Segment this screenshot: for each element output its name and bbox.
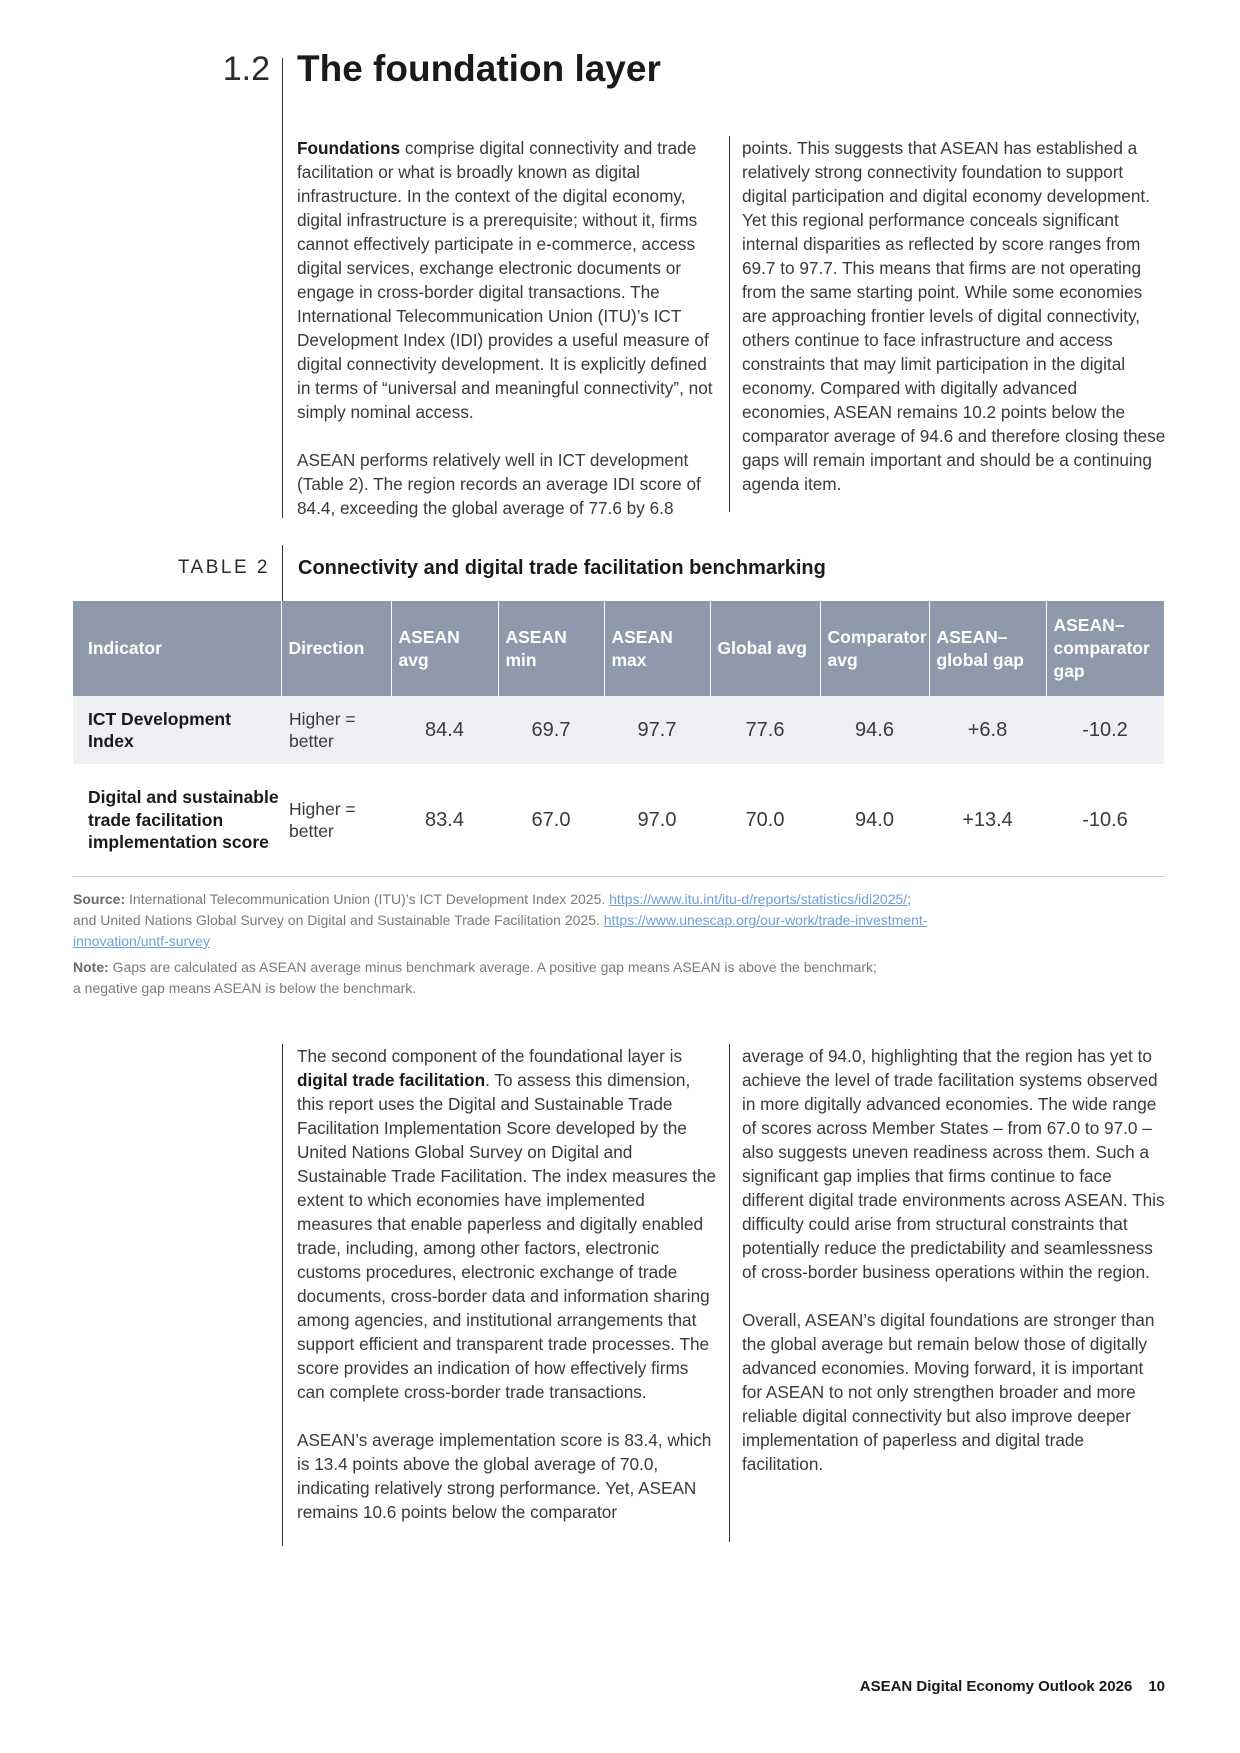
header-asean-avg: ASEAN avg bbox=[391, 601, 498, 696]
cell-comparator-gap: -10.2 bbox=[1046, 696, 1164, 764]
source-label: Source: bbox=[73, 891, 126, 907]
header-asean-max: ASEAN max bbox=[604, 601, 710, 696]
lower-right-column bbox=[742, 1044, 1166, 1500]
table-label-divider bbox=[282, 545, 283, 601]
header-direction: Direction bbox=[281, 601, 391, 696]
source-link-itu[interactable]: https://www.itu.int/itu-d/reports/statistics/idi2025/ bbox=[609, 891, 908, 907]
paragraph: ASEAN performs relatively well in ICT development (Table 2). The region records an average IDI score of 84.4, exceeding the global average of 77.6 by 6.8 bbox=[297, 450, 701, 518]
upper-right-column bbox=[742, 136, 1166, 520]
table-row bbox=[73, 764, 1164, 877]
cell-comparator-avg: 94.6 bbox=[820, 696, 929, 764]
header-global-avg: Global avg bbox=[710, 601, 820, 696]
table-source: Source: International Telecommunication Union (ITU)’s ICT Development Index 2025. https://www.itu.int/itu-d/reports/statistics/idi2025/; and United Nations Global Survey on Digital and Sustainable Trade Facilitation 2025. https://www.unescap.org/our-work/trade-investment- innovation/untf-survey bbox=[73, 891, 928, 949]
source-link-unescap-cont[interactable]: innovation/untf-survey bbox=[73, 933, 210, 949]
lead-term: Foundations bbox=[297, 138, 401, 158]
cell-comparator-avg: 94.0 bbox=[820, 764, 929, 877]
lower-left-column bbox=[297, 1044, 719, 1548]
upper-left-column bbox=[297, 136, 719, 544]
column-divider bbox=[729, 136, 730, 512]
cell-asean-min: 69.7 bbox=[498, 696, 604, 764]
paragraph: ASEAN’s average implementation score is 83.4, which is 13.4 points above the global average of 70.0, indicating relatively strong performance. Yet, ASEAN remains 10.6 points below the comparator bbox=[297, 1430, 712, 1522]
header-asean-min: ASEAN min bbox=[498, 601, 604, 696]
cell-asean-avg: 83.4 bbox=[391, 764, 498, 877]
table-label: TABLE 2 bbox=[177, 557, 270, 578]
table-row bbox=[73, 696, 1164, 764]
table-title: Connectivity and digital trade facilitation benchmarking bbox=[298, 557, 826, 579]
benchmark-table bbox=[73, 601, 1164, 877]
cell-global-avg: 70.0 bbox=[710, 764, 820, 877]
bold-term: digital trade facilitation bbox=[297, 1070, 486, 1090]
cell-indicator: ICT Development Index bbox=[73, 696, 281, 764]
publication-title: ASEAN Digital Economy Outlook 2026 bbox=[859, 1678, 1133, 1695]
paragraph: The second component of the foundational layer is digital trade facilitation. To assess this dimension, this report uses the Digital and Sustainable Trade Facilitation Implementation Score developed by the United Nations Global Survey on Digital and Sustainable Trade Facilitation. The index measures the extent to which economies have implemented measures that enable paperless and digitally enabled trade, including, among other factors, electronic customs procedures, electronic exchange of trade documents, cross-border data and information sharing among agencies, and institutional arrangements that support efficient and transparent trade processes. The score provides an indication of how effectively firms can complete cross-border trade transactions. bbox=[297, 1046, 717, 1402]
source-link-unescap[interactable]: https://www.unescap.org/our-work/trade-investment- bbox=[603, 912, 928, 928]
paragraph: points. This suggests that ASEAN has established a relatively strong connectivity foundation to support digital participation and digital economy development. Yet this regional performance conceals significant internal disparities as reflected by score ranges from 69.7 to 97.7. This means that firms are not operating from the same starting point. While some economies are approaching frontier levels of digital connectivity, others continue to face infrastructure and access constraints that may limit participation in the digital economy. Compared with digitally advanced economies, ASEAN remains 10.2 points below the comparator average of 94.6 and therefore closing these gaps will remain important and should be a continuing agenda item. bbox=[742, 138, 1166, 494]
cell-asean-min: 67.0 bbox=[498, 764, 604, 877]
header-comparator-avg: Comparator avg bbox=[820, 601, 929, 696]
table-note: Note: Gaps are calculated as ASEAN average minus benchmark average. A positive gap means ASEAN is above the benchmark; a negative gap means ASEAN is below the benchmark. bbox=[73, 959, 877, 996]
section-number: 1.2 bbox=[222, 50, 270, 88]
cell-comparator-gap: -10.6 bbox=[1046, 764, 1164, 877]
header-asean-global-gap: ASEAN–global gap bbox=[929, 601, 1046, 696]
header-indicator: Indicator bbox=[73, 601, 281, 696]
cell-asean-max: 97.0 bbox=[604, 764, 710, 877]
header-asean-comparator-gap: ASEAN–comparator gap bbox=[1046, 601, 1164, 696]
paragraph: average of 94.0, highlighting that the region has yet to achieve the level of trade facilitation systems observed in more digitally advanced economies. The wide range of scores across Member States – from 67.0 to 97.0 – also suggests uneven readiness across them. Such a significant gap implies that firms continue to face different digital trade environments across ASEAN. This difficulty could arise from structural constraints that potentially reduce the predictability and seamlessness of cross-border business operations within the region. bbox=[742, 1046, 1165, 1282]
column-divider bbox=[282, 1044, 283, 1546]
cell-direction: Higher = better bbox=[281, 696, 391, 764]
section-divider bbox=[282, 58, 283, 518]
cell-global-gap: +6.8 bbox=[929, 696, 1046, 764]
cell-indicator: Digital and sustainable trade facilitation implementation score bbox=[73, 764, 281, 877]
cell-global-avg: 77.6 bbox=[710, 696, 820, 764]
cell-global-gap: +13.4 bbox=[929, 764, 1046, 877]
cell-asean-avg: 84.4 bbox=[391, 696, 498, 764]
paragraph: Overall, ASEAN’s digital foundations are stronger than the global average but remain below those of digitally advanced economies. Moving forward, it is important for ASEAN to not only strengthen broader and more reliable digital connectivity but also improve deeper implementation of paperless and digital trade facilitation. bbox=[742, 1310, 1155, 1474]
paragraph: Foundations comprise digital connectivity and trade facilitation or what is broadly known as digital infrastructure. In the context of the digital economy, digital infrastructure is a prerequisite; without it, firms cannot effectively participate in e-commerce, access digital services, exchange electronic documents or engage in cross-border digital transactions. The International Telecommunication Union (ITU)’s ICT Development Index (IDI) provides a useful measure of digital connectivity development. It is explicitly defined in terms of “universal and meaningful connectivity”, not simply nominal access. bbox=[297, 138, 713, 422]
page-footer bbox=[860, 1678, 1165, 1695]
cell-direction: Higher = better bbox=[281, 764, 391, 877]
page-number: 10 bbox=[1148, 1678, 1165, 1695]
table-header-row bbox=[73, 601, 1164, 696]
note-label: Note: bbox=[73, 959, 109, 975]
column-divider bbox=[729, 1044, 730, 1542]
section-title: The foundation layer bbox=[297, 48, 661, 89]
cell-asean-max: 97.7 bbox=[604, 696, 710, 764]
